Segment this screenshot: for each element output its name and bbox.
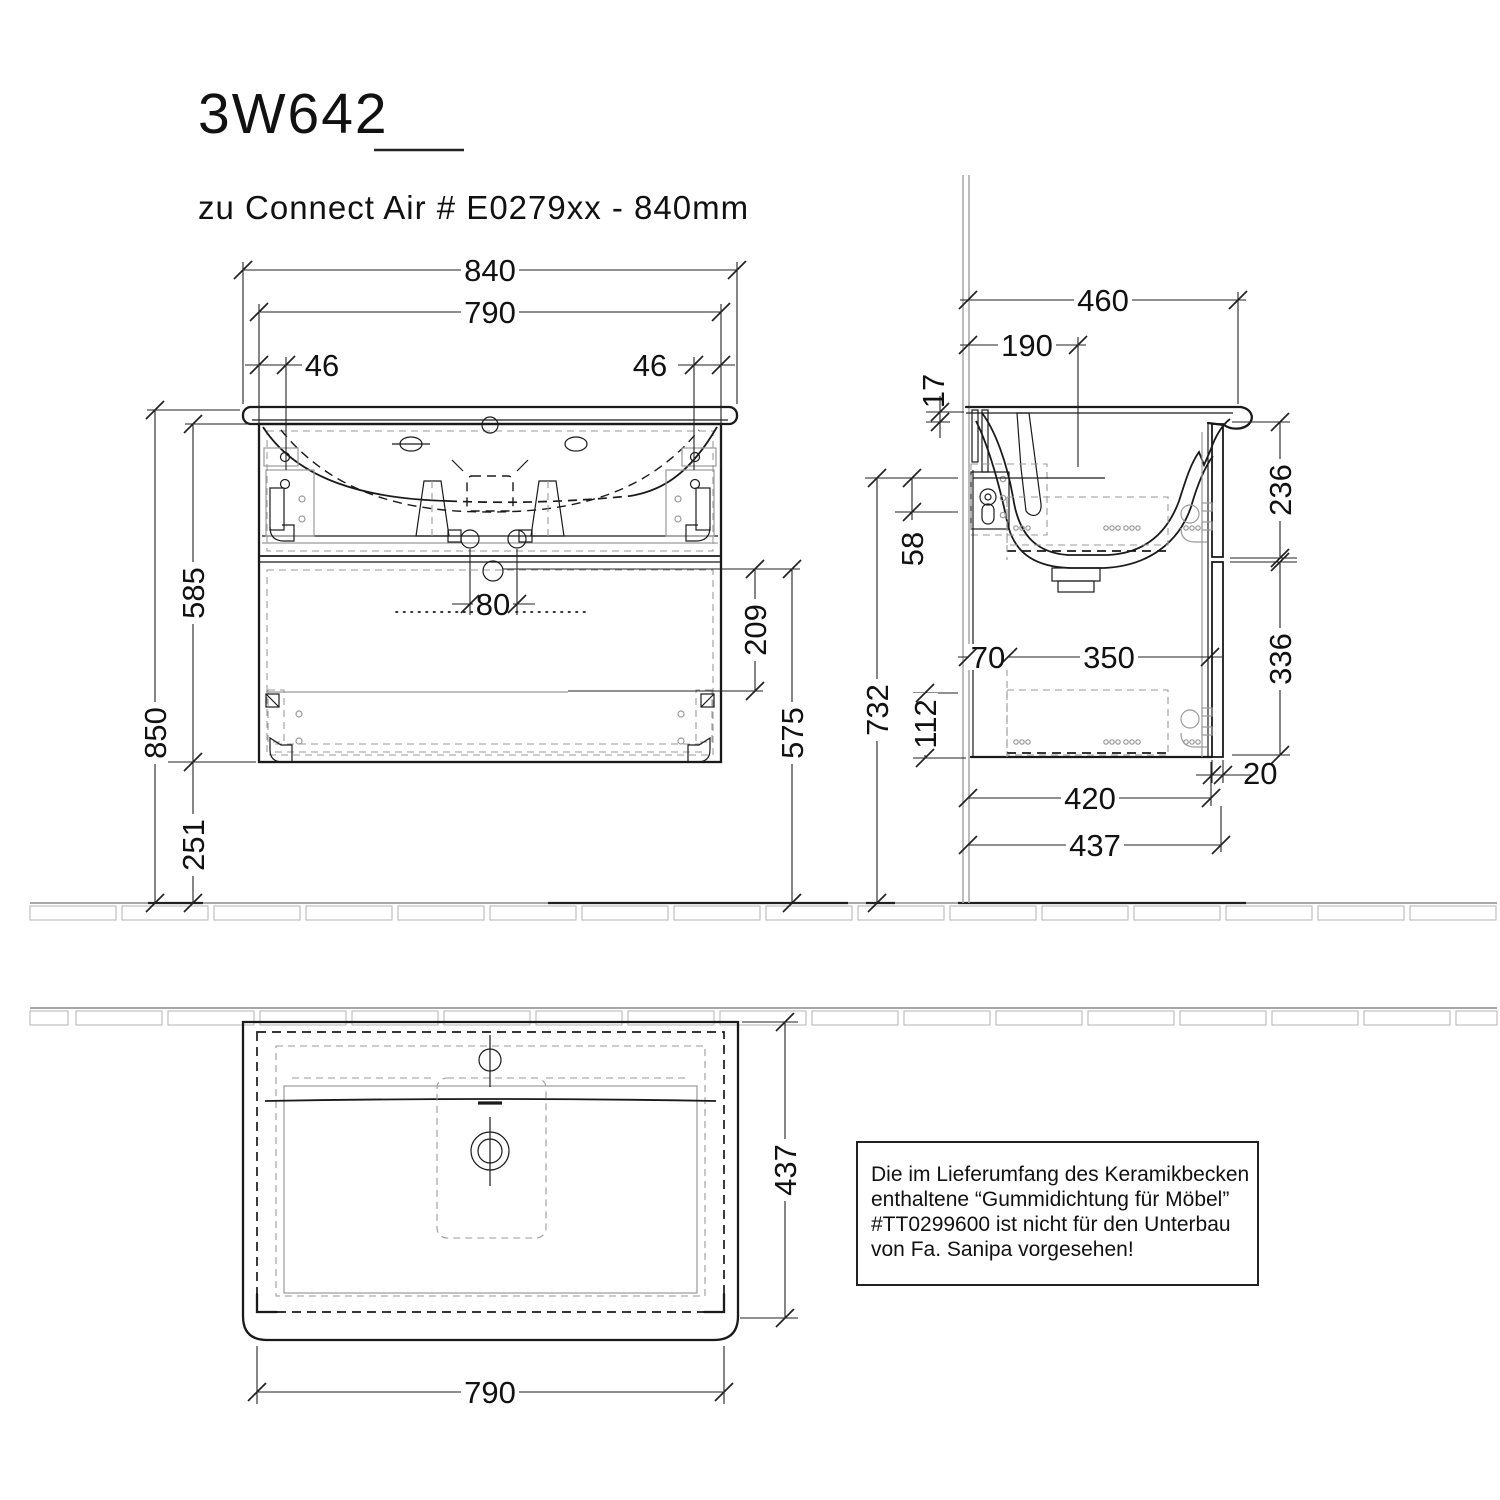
side-basin-front-lip: [1208, 407, 1252, 429]
note-line-2: enthaltene “Gummidichtung für Möbel”: [871, 1188, 1230, 1211]
side-front-panel-lower: [1212, 562, 1223, 757]
dim-basin-width: 840: [464, 253, 516, 288]
dim-offset-right: 46: [632, 348, 668, 383]
note-box: [857, 1142, 1258, 1285]
dim-basin-depth: 460: [1077, 283, 1129, 318]
dim-inner-height: 209: [738, 604, 773, 656]
front-drain-pocket: [467, 476, 513, 511]
side-bowl-inner: [982, 413, 1230, 555]
dim-cabinet-width: 790: [464, 295, 516, 330]
dim-front-thickness: 20: [1243, 756, 1278, 791]
dim-carcass-depth: 420: [1064, 781, 1116, 816]
dim-rim-overhang: 17: [916, 373, 951, 409]
top-dimensions: [248, 1013, 803, 1410]
note-line-1: Die im Lieferumfang des Keramikbecken: [871, 1163, 1250, 1186]
dim-slide-length: 350: [1083, 640, 1135, 675]
dim-wall-height: 732: [860, 684, 895, 736]
note-line-3: #TT0299600 ist nicht für den Unterbau: [871, 1213, 1231, 1236]
drawing-number: 3W642: [198, 82, 389, 146]
dim-top-cabinet-width: 790: [464, 1375, 516, 1410]
dim-back-gap: 70: [970, 640, 1006, 675]
dim-lower-gap: 112: [908, 699, 943, 749]
front-dimensions: [138, 253, 810, 912]
front-view: [243, 407, 737, 762]
front-basin-rim: [243, 407, 737, 424]
dim-lower-front: 336: [1263, 633, 1298, 685]
dim-top-basin-depth: 437: [768, 1144, 803, 1196]
dim-underside-height: 575: [775, 707, 810, 759]
front-bracket-top-left: [264, 448, 314, 541]
side-dimensions: [860, 283, 1298, 912]
top-view: [243, 1022, 738, 1340]
dim-upper-front: 236: [1263, 464, 1298, 516]
dim-tap-distance: 190: [1001, 328, 1053, 363]
dim-drain-spacing: 80: [475, 587, 511, 622]
floor-band-upper: [30, 903, 1497, 920]
side-bowl-shell: [976, 421, 1213, 568]
drawing-subtitle: zu Connect Air # E0279xx - 840mm: [198, 189, 750, 226]
front-drain-hole: [483, 561, 503, 581]
title-block: [198, 82, 749, 226]
front-siphon-hole-left: [461, 530, 479, 548]
dim-clearance: 251: [176, 819, 211, 871]
front-bracket-bottom-left: [266, 690, 302, 762]
front-bracket-bottom-right: [678, 690, 714, 762]
front-siphon-hole-right: [508, 530, 526, 548]
dim-top-gap: 58: [895, 531, 930, 567]
dim-offset-left: 46: [304, 348, 340, 383]
note-line-4: von Fa. Sanipa vorgesehen!: [871, 1238, 1134, 1261]
dim-total-height: 850: [138, 707, 173, 759]
dim-panel-depth: 437: [1069, 828, 1121, 863]
dim-cabinet-height: 585: [176, 567, 211, 619]
